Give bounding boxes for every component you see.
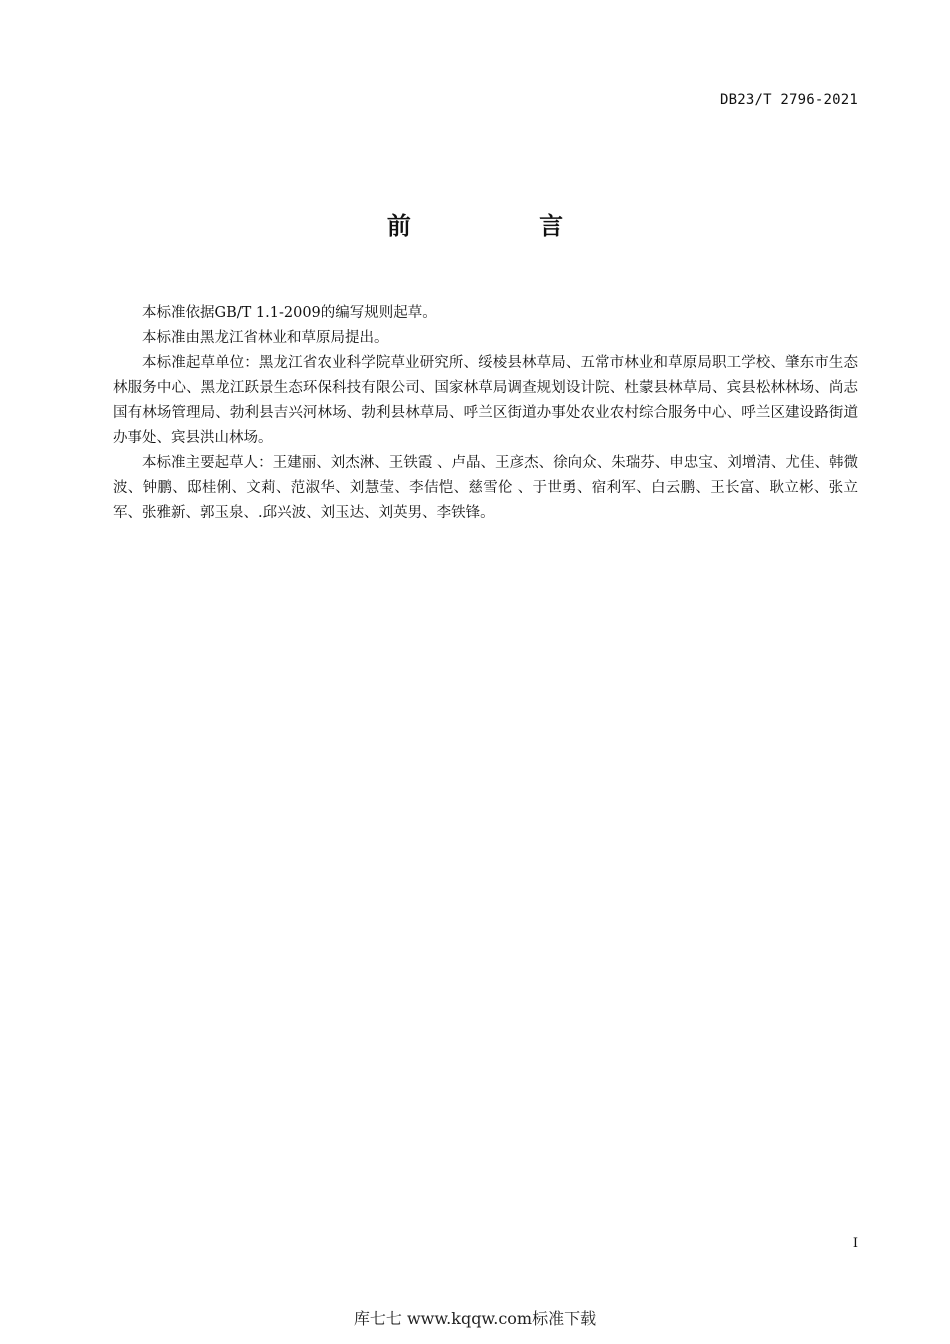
paragraph-drafting-units: 本标准起草单位：黑龙江省农业科学院草业研究所、绥棱县林草局、五常市林业和草原局职工学校、肇东市生态林服务中心、黑龙江跃景生态环保科技有限公司、国家林草局调查规划设计院、杜蒙县林草局、宾县松林林场、尚志国有林场管理局、勃利县吉兴河林场、勃利县林草局、呼兰区街道办事处农业农村综合服务中心、呼兰区建设路街道办事处、宾县洪山林场。	[113, 355, 858, 446]
foreword-body	[113, 301, 858, 526]
paragraph-proposer: 本标准由黑龙江省林业和草原局提出。	[142, 330, 389, 346]
watermark-text: 库七七 www.kqqw.com标准下载	[353, 1309, 597, 1328]
paragraph-drafting-rules: 本标准依据GB/T 1.1-2009的编写规则起草。	[142, 305, 437, 321]
standard-code: DB23/T 2796-2021	[719, 92, 858, 108]
paragraph-drafters: 本标准主要起草人：王建丽、刘杰淋、王铁霞 、卢晶、王彦杰、徐向众、朱瑞芬、申忠宝、刘增清、尤佳、韩微波、钟鹏、邸桂俐、文莉、范淑华、刘慧莹、李佶恺、慈雪伦 、于世勇、宿利军、白云鹏、王长富、耿立彬、张立军、张雅新、郭玉泉、.邱兴波、刘玉达、刘英男、李铁锋。	[113, 455, 858, 521]
page-title: 前 言	[386, 212, 624, 240]
page-number: I	[852, 1236, 858, 1251]
